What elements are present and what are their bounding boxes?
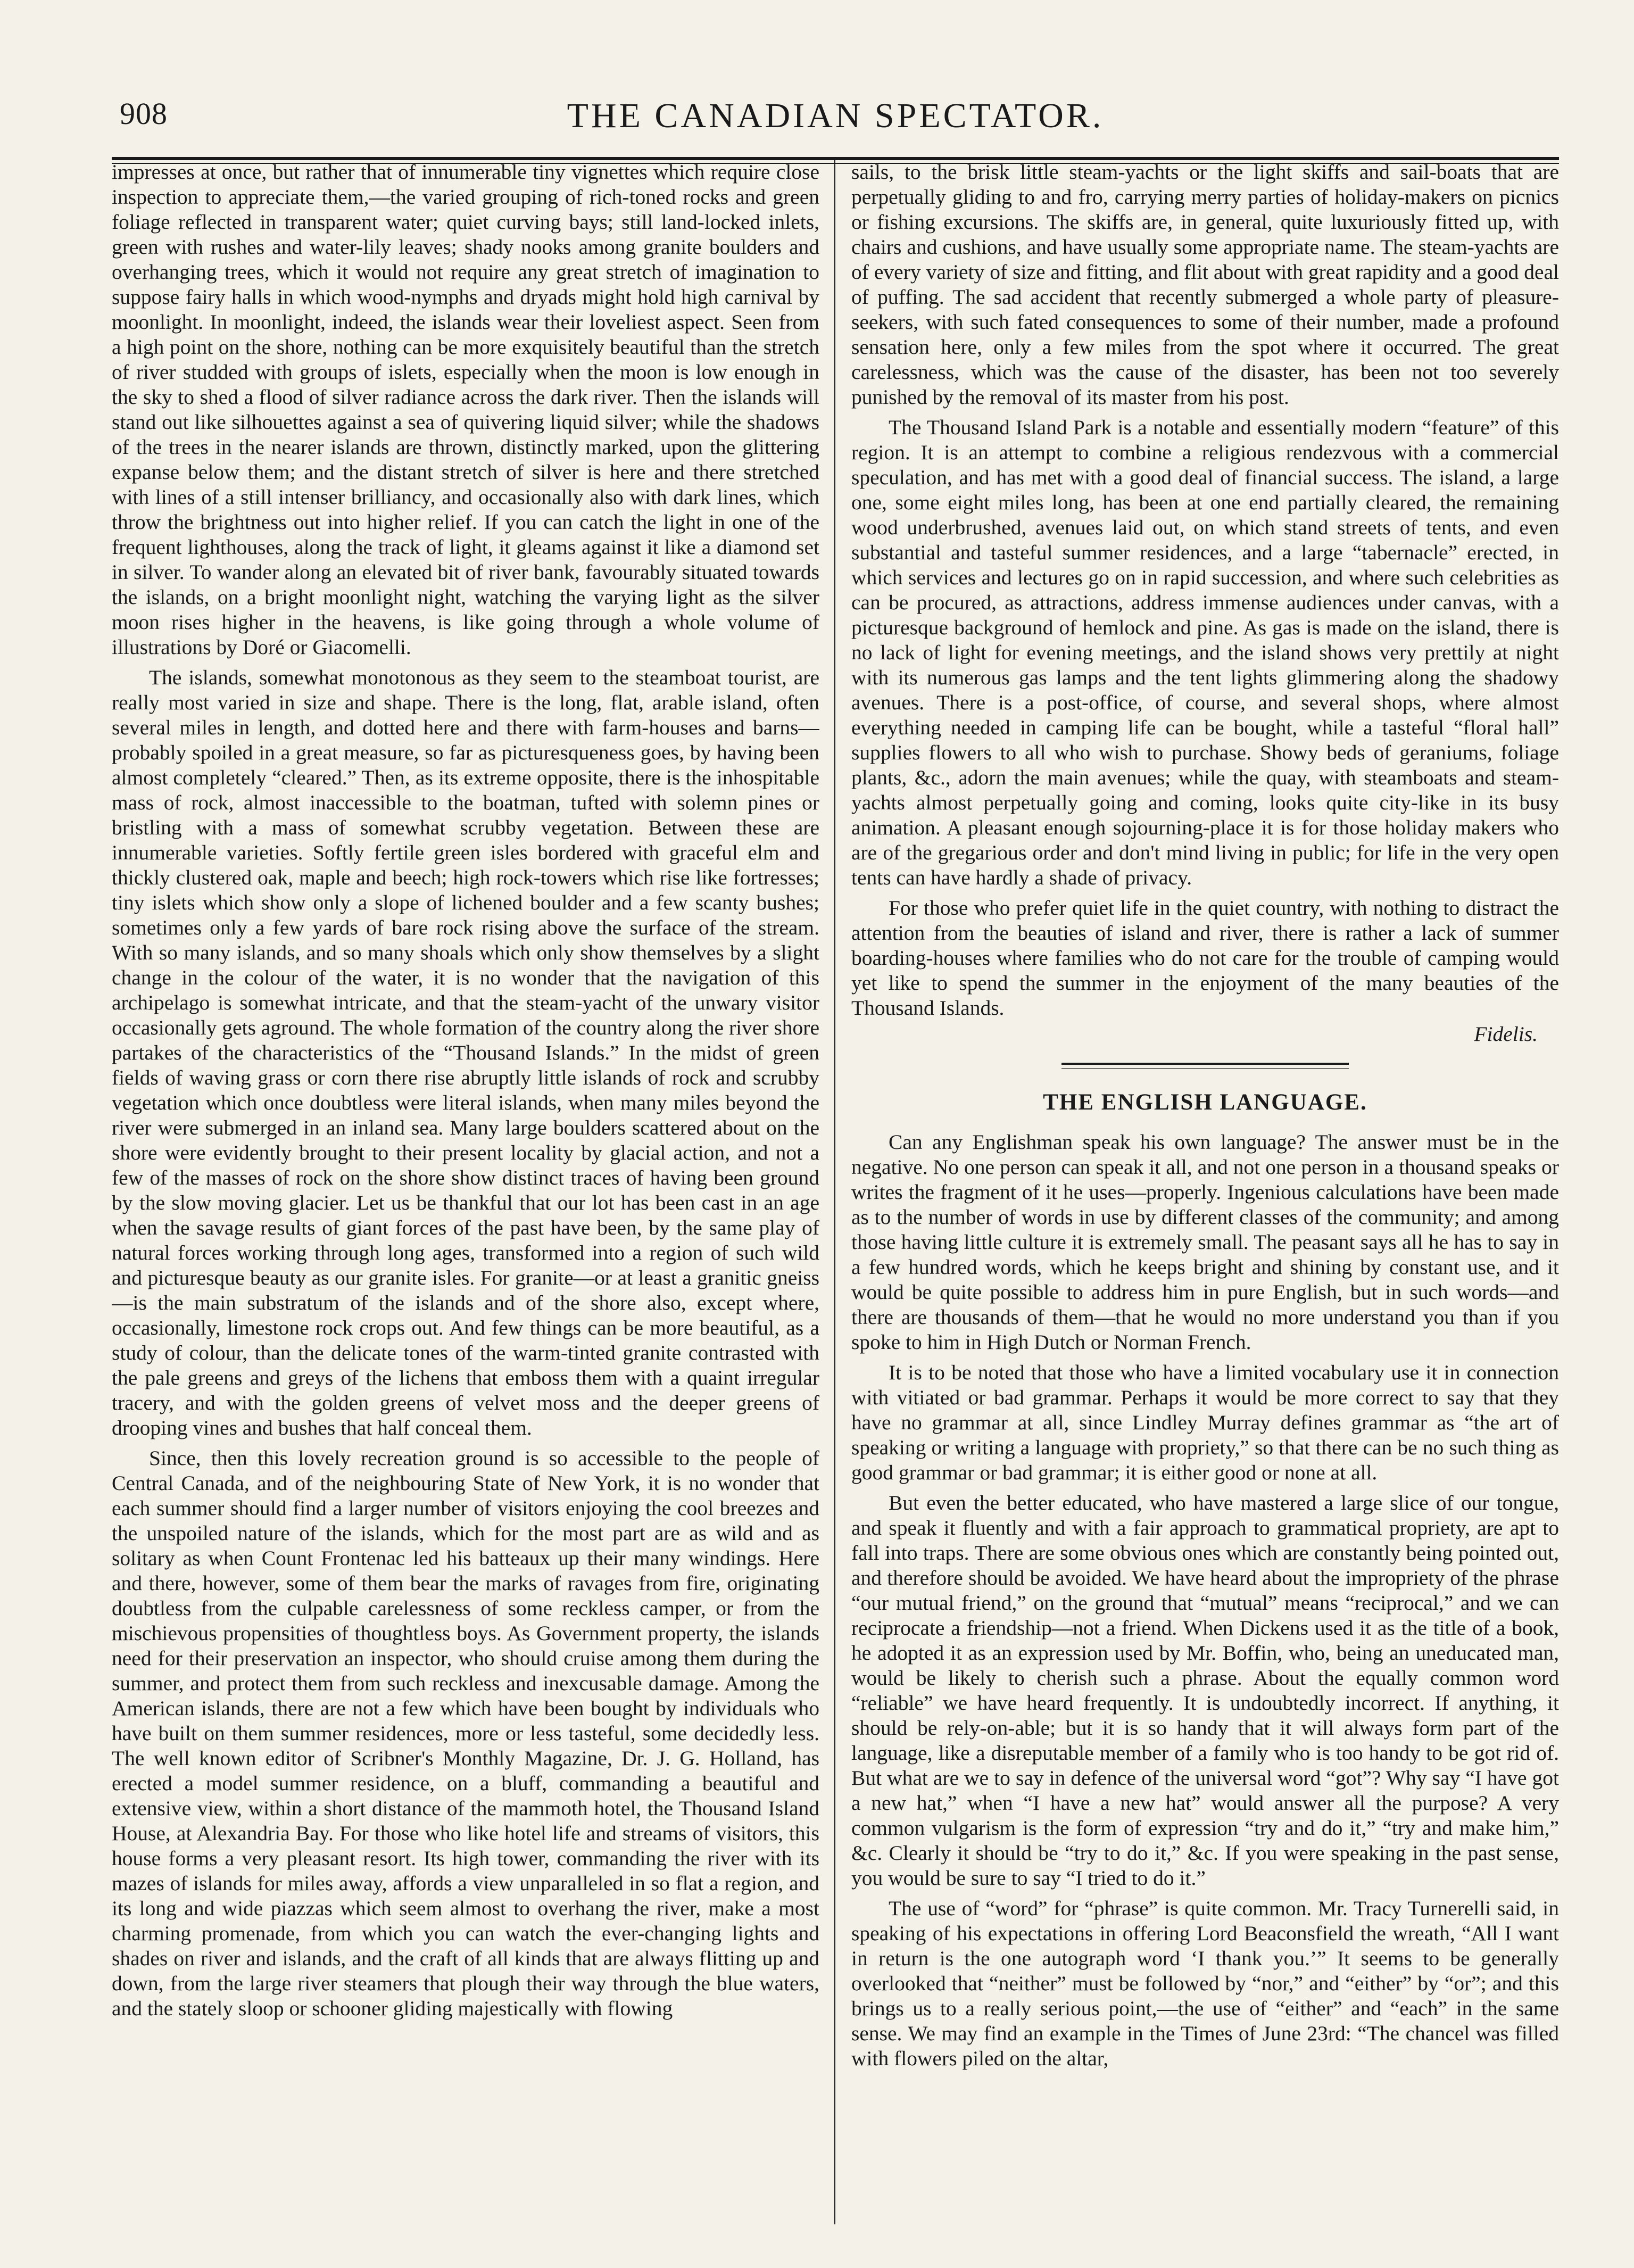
left-column: [112, 160, 819, 2224]
journal-title: THE CANADIAN SPECTATOR.: [567, 96, 1104, 135]
paragraph: The use of “word” for “phrase” is quite common. Mr. Tracy Turnerelli said, in speaking of his expectations in offering Lord Beaconsfield the wreath, “All I want in return is the one autograph word ‘I thank you.’” It seems to be generally overlooked that “neither” must be followed by “nor,” and “either” by “or”; and this brings us to a really serious point,—the use of “either” and “each” in the same sense. We may find an example in the Times of June 23rd: “The chancel was filled with flowers piled on the altar,: [851, 1897, 1559, 2070]
paragraph: For those who prefer quiet life in the quiet country, with nothing to distract the attention from the beauties of island and river, there is rather a lack of summer boarding-houses where families who do not care for the trouble of camping would yet like to spend the summer in the enjoyment of the many beauties of the Thousand Islands.: [851, 896, 1559, 1020]
paragraph: But even the better educated, who have mastered a large slice of our tongue, and speak it fluently and with a fair approach to grammatical propriety, are apt to fall into traps. There are some obvious ones which are constantly being pointed out, and therefore should be avoided. We have heard about the impropriety of the phrase “our mutual friend,” on the ground that “mutual” means “reciprocal,” and we can reciprocate a friendship—not a friend. When Dickens used it as the title of a book, he adopted it as an expression used by Mr. Boffin, who, being an uneducated man, would be likely to cherish such a phrase. About the equally common word “reliable” we have heard frequently. It is undoubtedly incorrect. If anything, it should be rely-on-able; but it is so handy that it will always form part of the language, like a disreputable member of a family who is too handy to be got rid of. But what are we to say in defence of the universal word “got”? Why say “I have got a new hat,” when “I have a new hat” would answer all the purpose? A very common vulgarism is the form of expression “try and do it,” “try and make him,” &c. Clearly it should be “try to do it,” &c. If you were speaking in the past sense, you would be sure to say “I tried to do it.”: [851, 1491, 1559, 1890]
paragraph: The Thousand Island Park is a notable and essentially modern “feature” of this region. It is an attempt to combine a religious rendezvous with a commercial speculation, and has met with a good deal of financial success. The island, a large one, some eight miles long, has been at one end partially cleared, the remaining wood underbrushed, avenues laid out, on which stand streets of tents, and even substantial and tasteful summer residences, and a large “tabernacle” erected, in which services and lectures go on in rapid succession, and where such celebrities as can be procured, as attractions, address immense audiences under canvas, with a picturesque background of hemlock and pine. As gas is made on the island, there is no lack of light for evening meetings, and the island shows very prettily at night with its numerous gas lamps and the tent lights glimmering along the shadowy avenues. There is a post-office, of course, and several shops, where almost everything needed in camping life can be bought, while a tasteful “floral hall” supplies flowers to all who wish to purchase. Showy beds of geraniums, foliage plants, &c., adorn the main avenues; while the quay, with steamboats and steam-yachts almost perpetually going and coming, looks quite city-like in its busy animation. A pleasant enough sojourning-place it is for those holiday makers who are of the gregarious order and don't mind living in public; for life in the very open tents can have hardly a shade of privacy.: [851, 416, 1559, 889]
section-heading: THE ENGLISH LANGUAGE.: [1043, 1090, 1367, 1115]
author-signature: Fidelis.: [1474, 1022, 1538, 1046]
newspaper-page: [112, 64, 1559, 2235]
paragraph: Since, then this lovely recreation ground is so accessible to the people of Central Canada, and of the neighbouring State of New York, it is no wonder that each summer should find a larger number of visitors enjoying the cool breezes and the unspoiled nature of the islands, which for the most part are as wild and as solitary as when Count Frontenac led his batteaux up their many windings. Here and there, however, some of them bear the marks of ravages from fire, originating doubtless from the culpable carelessness of some reckless camper, or from the mischievous propensities of thoughtless boys. As Government property, the islands need for their preservation an inspector, who should cruise among them during the summer, and protect them from such reckless and inexcusable damage. Among the American islands, there are not a few which have been bought by individuals who have built on them summer residences, more or less tasteful, some decidedly less. The well known editor of Scribner's Monthly Magazine, Dr. J. G. Holland, has erected a model summer residence, on a bluff, commanding a beautiful and extensive view, within a short distance of the mammoth hotel, the Thousand Island House, at Alexandria Bay. For those who like hotel life and streams of visitors, this house forms a very pleasant resort. Its high tower, commanding the river with its mazes of islands for miles away, affords a view unparalleled in so flat a region, and its long and wide piazzas which seem almost to overhang the river, make a most charming promenade, from which you can watch the ever-changing lights and shades on river and islands, and the craft of all kinds that are always flitting up and down, from the large river steamers that plough their way through the blue waters, and the stately sloop or schooner gliding majestically with flowing: [112, 1446, 819, 2020]
paragraph: Can any Englishman speak his own language? The answer must be in the negative. No one person can speak it all, and not one person in a thousand speaks or writes the fragment of it he uses—properly. Ingenious calculations have been made as to the number of words in use by different classes of the community; and among those having little culture it is extremely small. The peasant says all he has to say in a few hundred words, which he keeps bright and shining by constant use, and it would be quite possible to address him in pure English, but in such words—and there are thousands of them—that he would no more understand you than if you spoke to him in High Dutch or Norman French.: [851, 1130, 1559, 1354]
paragraph: sails, to the brisk little steam-yachts or the light skiffs and sail-boats that are perpetually gliding to and fro, carrying merry parties of holiday-makers on picnics or fishing excursions. The skiffs are, in general, quite luxuriously fitted up, with chairs and cushions, and have usually some appropriate name. The steam-yachts are of every variety of size and fitting, and flit about with great rapidity and a good deal of puffing. The sad accident that recently submerged a whole party of pleasure-seekers, with such fated consequences to some of their number, made a profound sensation here, only a few miles from the spot where it occurred. The great carelessness, which was the cause of the disaster, has been not too severely punished by the removal of its master from his post.: [851, 160, 1559, 409]
paragraph: The islands, somewhat monotonous as they seem to the steamboat tourist, are really most varied in size and shape. There is the long, flat, arable island, often several miles in length, and dotted here and there with farm-houses and barns—probably spoiled in a great measure, so far as picturesqueness goes, by having been almost completely “cleared.” Then, as its extreme opposite, there is the inhospitable mass of rock, almost inaccessible to the boatman, tufted with solemn pines or bristling with a mass of somewhat scrubby vegetation. Between these are innumerable varieties. Softly fertile green isles bordered with graceful elm and thickly clustered oak, maple and beech; high rock-towers which rise like fortresses; tiny islets which show only a slope of lichened boulder and a few scanty bushes; sometimes only a few yards of bare rock rising above the surface of the stream. With so many islands, and so many shoals which only show themselves by a slight change in the colour of the water, it is no wonder that the navigation of this archipelago is somewhat intricate, and that the steam-yacht of the unwary visitor occasionally gets aground. The whole formation of the country along the river shore partakes of the characteristics of the “Thousand Islands.” In the midst of green fields of waving grass or corn there rise abruptly little islands of rock and scrubby vegetation which once doubtless were literal islands, when many miles beyond the river were submerged in an inland sea. Many large boulders scattered about on the shore were evidently brought to their present locality by glacial action, and not a few of the masses of rock on the shore show distinct traces of having been ground by the slow moving glacier. Let us be thankful that our lot has been cast in an age when the savage results of giant forces of the past have been, by the same play of natural forces working through long ages, transformed into a region of such wild and picturesque beauty as our granite isles. For granite—or at least a granitic gneiss—is the main substratum of the islands and of the shore also, except where, occasionally, limestone rock crops out. And few things can be more beautiful, as a study of colour, than the delicate tones of the warm-tinted granite contrasted with the pale greens and greys of the lichens that emboss them with a quaint irregular tracery, and with the golden greens of velvet moss and the deeper greens of drooping vines and bushes that half conceal them.: [112, 666, 819, 1439]
paragraph: It is to be noted that those who have a limited vocabulary use it in connection with vitiated or bad grammar. Perhaps it would be more correct to say that they have no grammar at all, since Lindley Murray defines grammar as “the art of speaking or writing a language with propriety,” so that there can be no such thing as good grammar or bad grammar; it is either good or none at all.: [851, 1361, 1559, 1484]
column-divider: [834, 160, 835, 2224]
right-column: [851, 160, 1559, 2224]
paragraph: impresses at once, but rather that of innumerable tiny vignettes which require close inspection to appreciate them,—the varied grouping of rich-toned rocks and green foliage reflected in transparent water; quiet curving bays; still land-locked inlets, green with rushes and water-lily leaves; shady nooks among granite boulders and overhanging trees, which it would not require any great stretch of imagination to suppose fairy halls in which wood-nymphs and dryads might hold high carnival by moonlight. In moonlight, indeed, the islands wear their loveliest aspect. Seen from a high point on the shore, nothing can be more exquisitely beautiful than the stretch of river studded with groups of islets, especially when the moon is low enough in the sky to shed a flood of silver radiance across the dark river. Then the islands will stand out like silhouettes against a sea of quivering liquid silver; while the shadows of the trees in the nearer islands are thrown, distinctly marked, upon the glittering expanse below them; and the distant stretch of silver is here and there stretched with lines of a still intenser brilliancy, and occasionally also with dark lines, which throw the brightness out into higher relief. If you can catch the light in one of the frequent lighthouses, along the track of light, it gleams against it like a diamond set in silver. To wander along an elevated bit of river bank, favourably situated towards the islands, on a bright moonlight night, watching the varying light as the silver moon rises higher in the heavens, is like going through a whole volume of illustrations by Doré or Giacomelli.: [112, 160, 819, 659]
section-separator: [1061, 1063, 1349, 1069]
page-number: 908: [120, 96, 168, 131]
page-header: [112, 85, 1559, 144]
